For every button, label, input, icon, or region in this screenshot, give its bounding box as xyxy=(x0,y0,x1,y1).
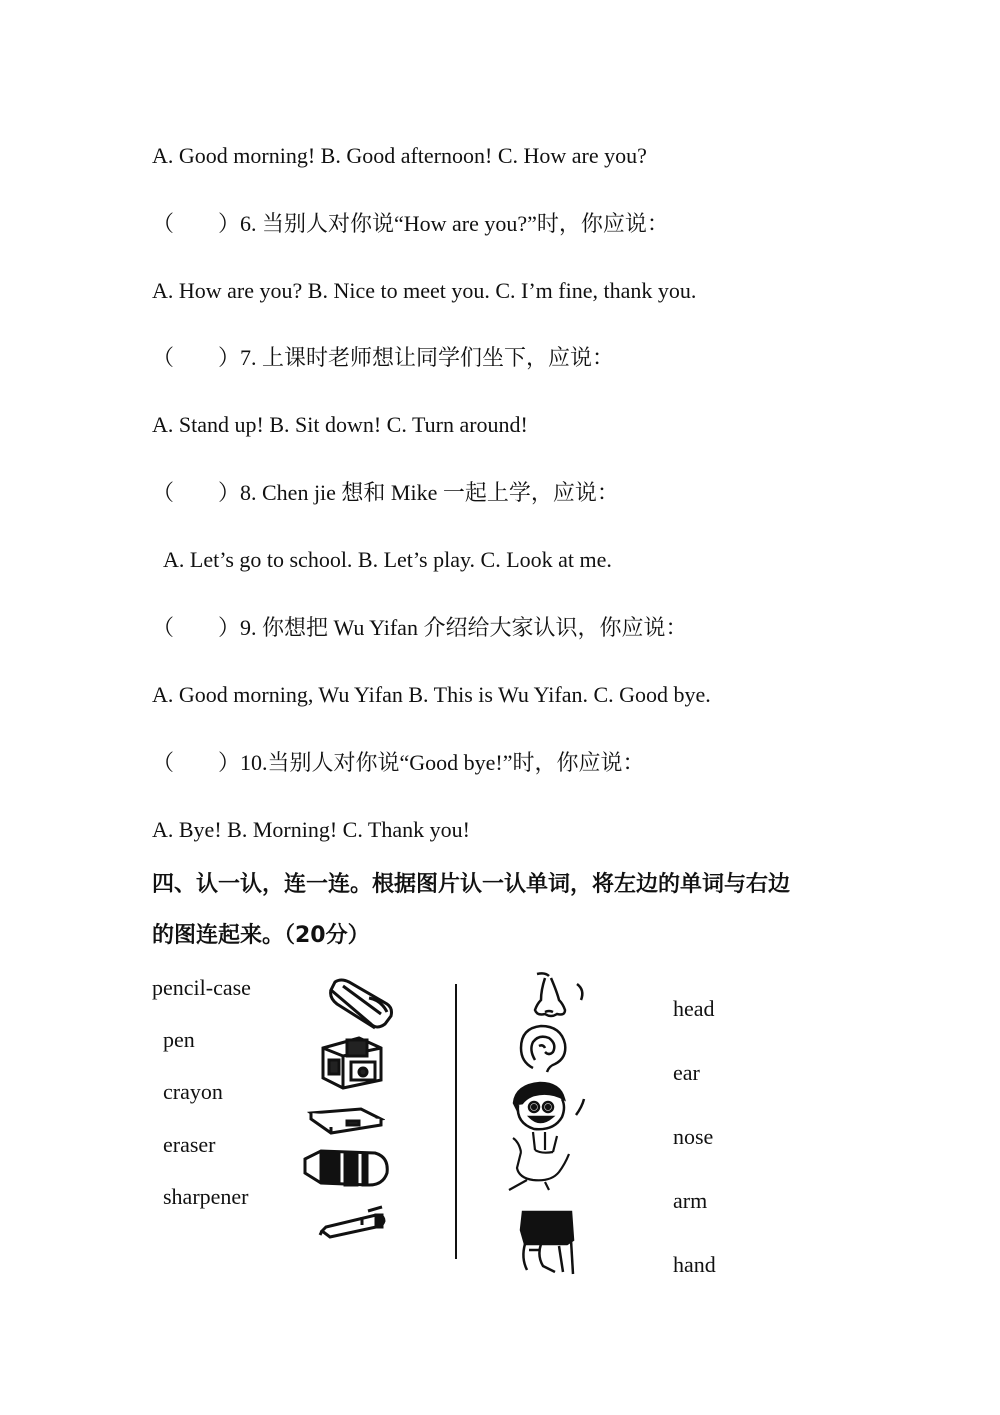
word-ear: ear xyxy=(673,1060,700,1085)
q7-options: A. Stand up! B. Sit down! C. Turn around! xyxy=(152,412,528,437)
q5-options: A. Good morning! B. Good afternoon! C. How are you? xyxy=(152,143,647,168)
pencil-case-icon xyxy=(307,1105,385,1135)
word-sharpener: sharpener xyxy=(163,1184,249,1209)
word-hand: hand xyxy=(673,1252,716,1277)
q6-prompt: （ ）6. 当别人对你说“How are you?”时，你应说： xyxy=(152,211,669,236)
q10-prompt: （ ）10.当别人对你说“Good bye!”时，你应说： xyxy=(152,750,645,775)
word-head: head xyxy=(673,996,715,1021)
q7-prompt: （ ）7. 上课时老师想让同学们坐下，应说： xyxy=(152,345,615,370)
arm-icon xyxy=(515,1210,579,1276)
nose-icon xyxy=(515,970,587,1022)
q6-options: A. How are you? B. Nice to meet you. C. I’m fine, thank you. xyxy=(152,278,697,303)
section4-heading-line1: 四、认一认，连一连。根据图片认一认单词，将左边的单词与右边 xyxy=(152,872,791,897)
q8-options: A. Let’s go to school. B. Let’s play. C. Look at me. xyxy=(163,547,612,572)
word-crayon: crayon xyxy=(163,1079,223,1104)
ear-icon xyxy=(515,1020,575,1076)
pen-icon xyxy=(318,1205,388,1243)
word-eraser: eraser xyxy=(163,1132,216,1157)
word-arm: arm xyxy=(673,1188,708,1213)
q8-prompt: （ ）8. Chen jie 想和 Mike 一起上学，应说： xyxy=(152,480,619,505)
word-pen: pen xyxy=(163,1027,195,1052)
q9-options: A. Good morning, Wu Yifan B. This is Wu Yifan. C. Good bye. xyxy=(152,682,711,707)
word-nose: nose xyxy=(673,1124,714,1149)
hand-icon xyxy=(505,1128,585,1194)
word-pencil-case: pencil-case xyxy=(152,975,251,1000)
head-icon xyxy=(510,1081,590,1133)
section4-heading-line2: 的图连起来。（20分） xyxy=(152,923,370,948)
q10-options: A. Bye! B. Morning! C. Thank you! xyxy=(152,817,470,842)
crayon-icon xyxy=(301,1143,393,1191)
sharpener-icon xyxy=(317,1032,387,1090)
matching-divider xyxy=(455,984,457,1259)
q9-prompt: （ ）9. 你想把 Wu Yifan 介绍给大家认识，你应说： xyxy=(152,615,688,640)
eraser-icon xyxy=(325,978,397,1034)
